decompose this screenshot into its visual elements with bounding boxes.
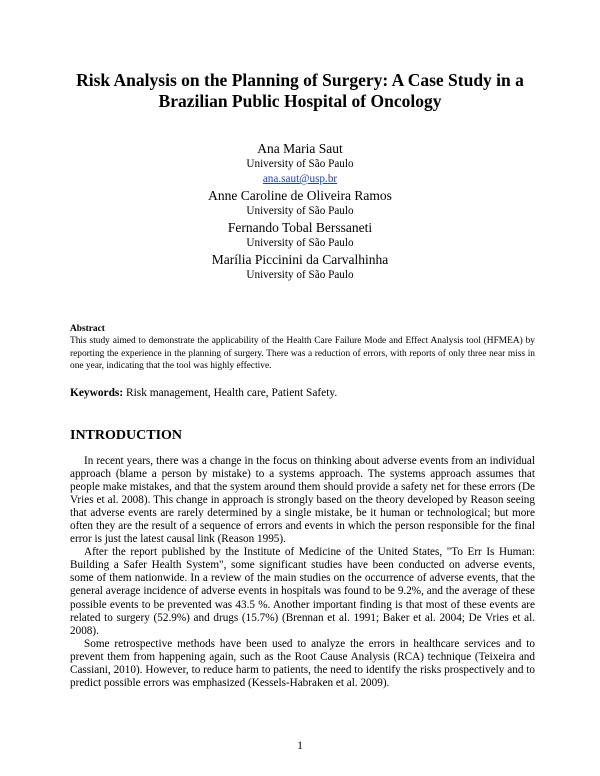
author-affiliation: University of São Paulo [246, 237, 354, 249]
keywords-label: Keywords: [70, 387, 124, 399]
paper-title: Risk Analysis on the Planning of Surgery: A Case Study in a Brazilian Public Hospital of Oncology [76, 70, 524, 111]
author-name: Fernando Tobal Berssaneti [227, 220, 373, 235]
author-entry [40, 187, 560, 219]
author-entry [40, 251, 560, 283]
page-number: 1 [297, 740, 303, 752]
author-block [40, 140, 560, 283]
body-paragraph: In recent years, there was a change in the focus on thinking about adverse events from an individual approach (blame a person by mistake) to a systems approach. The systems approach assumes that people make mistakes, and that the system around them should provide a safety net for these errors (De Vries et al. 2008). This change in approach is strongly based on the theory developed by Reason seeing that adverse events are rarely determined by a single mistake, be it human or technological; but more often they are the result of a sequence of errors and events in which the person responsible for the final error is just the latest causal link (Reason 1995). [70, 455, 535, 546]
author-name: Marília Piccinini da Carvalhinha [211, 252, 389, 267]
introduction-body [70, 455, 535, 690]
author-affiliation: University of São Paulo [246, 158, 354, 170]
author-entry [40, 140, 560, 187]
abstract-text: This study aimed to demonstrate the applicability of the Health Care Failure Mode and Effect Analysis tool (HFMEA) by reporting the experience in the planning of surgery. There was a reduction of errors, with reports of only three near miss in one year, indicating that the tool was highly effective. [70, 336, 535, 372]
body-paragraph: Some retrospective methods have been used to analyze the errors in healthcare services and to prevent them from happening again, such as the Root Cause Analysis (RCA) technique (Teixeira and Cassiani, 2010). However, to reduce harm to patients, the need to identify the risks prospectively and to predict possible errors was emphasized (Kessels-Habraken et al. 2009). [70, 637, 535, 689]
body-paragraph: After the report published by the Institute of Medicine of the United States, "To Err Is Human: Building a Safer Health System", some significant studies have been conducted on adverse events, some of them nationwide. In a review of the main studies on the occurrence of adverse events, that the general average incidence of adverse events in hospitals was found to be 9.2%, and the average of these possible events to be prevented was 43.5 %. Another important finding is that most of these events are related to surgery (52.9%) and drugs (15.7%) (Brennan et al. 1991; Baker et al. 2004; De Vries et al. 2008). [70, 546, 535, 637]
author-name: Anne Caroline de Oliveira Ramos [208, 188, 392, 203]
keywords-text: Risk management, Health care, Patient Safety. [123, 387, 338, 399]
author-name: Ana Maria Saut [257, 141, 343, 156]
keywords-line [70, 386, 540, 400]
abstract-section [70, 323, 535, 373]
author-email-link[interactable]: ana.saut@usp.br [262, 173, 338, 185]
section-heading-introduction: INTRODUCTION [70, 428, 183, 443]
abstract-heading: Abstract [70, 324, 105, 334]
author-affiliation: University of São Paulo [246, 269, 354, 281]
author-affiliation: University of São Paulo [246, 205, 354, 217]
author-entry [40, 219, 560, 251]
